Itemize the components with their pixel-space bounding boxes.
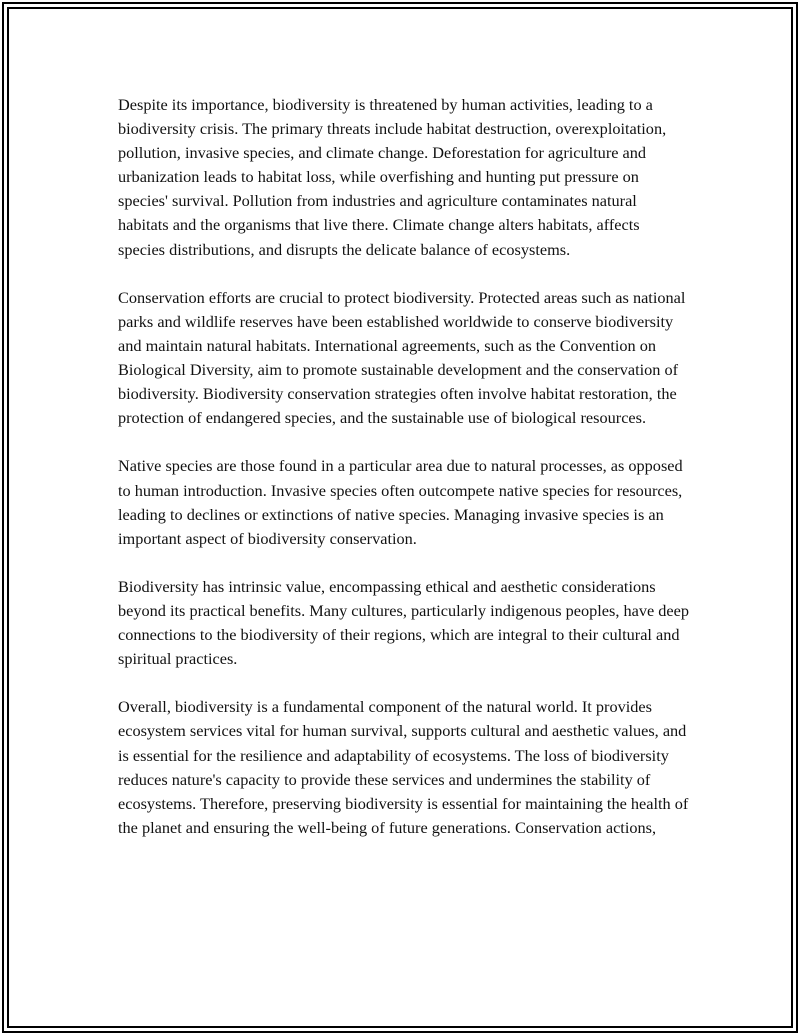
- paragraph-threats: Despite its importance, biodiversity is threatened by human activities, leading to a biodiversity crisis. The primary threats include habitat destruction, overexploitation, pollution, invasive species, and climate change. Deforestation for agriculture and urbanization leads to habitat loss, while overfishing and hunting put pressure on species' survival. Pollution from industries and agriculture contaminates natural habitats and the organisms that live there. Climate change alters habitats, affects species distributions, and disrupts the delicate balance of ecosystems.: [118, 95, 667, 259]
- paragraph-intrinsic-value: Biodiversity has intrinsic value, encompassing ethical and aesthetic considerations beyond its practical benefits. Many cultures, particularly indigenous peoples, have deep connections to the biodiversity of their regions, which are integral to their cultural and spiritual practices.: [118, 576, 690, 669]
- paragraph-conservation: Conservation efforts are crucial to protect biodiversity. Protected areas such as national parks and wildlife reserves have been established worldwide to conserve biodiversity and maintain natural habitats. International agreements, such as the Convention on Biological Diversity, aim to promote sustainable development and the conservation of biodiversity. Biodiversity conservation strategies often involve habitat restoration, the protection of endangered species, and the sustainable use of biological resources.: [118, 287, 686, 428]
- paragraph-native-species: Native species are those found in a particular area due to natural processes, as opposed to human introduction. Invasive species often outcompete native species for resources, leading to declines or extinctions of native species. Managing invasive species is an important aspect of biodiversity conservation.: [118, 456, 683, 548]
- document-body: [118, 93, 690, 864]
- paragraph-overall: Overall, biodiversity is a fundamental component of the natural world. It provides ecosystem services vital for human survival, supports cultural and aesthetic values, and is essential for the resilience and adaptability of ecosystems. The loss of biodiversity reduces nature's capacity to provide these services and undermines the stability of ecosystems. Therefore, preserving biodiversity is essential for maintaining the health of the planet and ensuring the well-being of future generations. Conservation actions,: [118, 697, 689, 837]
